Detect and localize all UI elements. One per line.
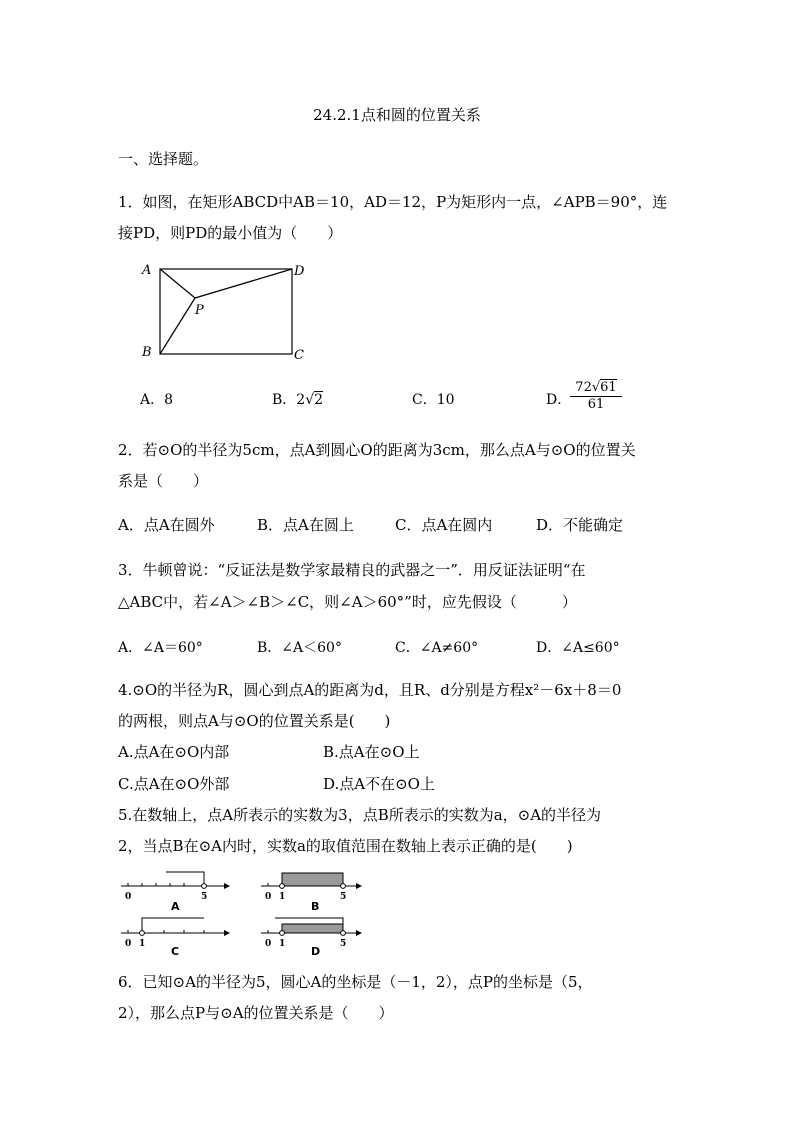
q2-option-c: C．点A在圆内 [395,516,493,534]
q4-line-2: 的两根，则点A与⊙O的位置关系是( ) [118,712,391,730]
section-heading: 一、选择题。 [118,150,209,168]
svg-text:0: 0 [265,939,272,949]
svg-text:5: 5 [340,892,347,902]
number-line-d [258,913,362,949]
q2-option-a: A．点A在圆外 [118,516,215,534]
q5-line-2: 2，当点B在⊙A内时，实数a的取值范围在数轴上表示正确的是( ) [118,837,573,855]
segment-bp [160,298,195,354]
q4-option-b: B.点A在⊙O上 [323,743,420,761]
q6-line-1: 6．已知⊙A的半径为5，圆心A的坐标是（－1，2），点P的坐标是（5， [118,973,593,991]
svg-text:0: 0 [125,892,132,902]
q1-option-c: C．10 [412,392,455,408]
q1-line-2: 接PD，则PD的最小值为（ ） [118,224,343,242]
number-line-c [118,913,230,949]
label-p: P [195,303,204,318]
q5-line-1: 5.在数轴上，点A所表示的实数为3，点B所表示的实数为a，⊙A的半径为 [118,806,602,824]
q3-line-2: △ABC中，若∠A＞∠B＞∠C，则∠A＞60°”时，应先假设（ ） [118,593,577,611]
number-line-a-label: A [171,900,180,913]
q3-line-1: 3．牛顿曾说：“反证法是数学家最精良的武器之一”．用反证法证明“在 [118,561,586,579]
q4-option-c: C.点A在⊙O外部 [118,775,230,793]
q3-option-d: D．∠A≤60° [536,640,620,656]
number-line-b-label: B [311,900,320,913]
svg-text:1: 1 [279,892,286,902]
q4-line-1: 4.⊙O的半径为R，圆心到点A的距离为d，且R、d分别是方程x²－6x＋8＝0 [118,681,622,699]
label-a: A [142,263,152,278]
segment-ap [160,269,195,298]
page-title: 24.2.1点和圆的位置关系 [313,106,481,124]
svg-text:0: 0 [265,892,272,902]
q1-option-b: B．2√2 [272,392,324,408]
rectangle-abcd [160,269,292,354]
q3-option-a: A．∠A＝60° [118,640,203,656]
q6-line-2: 2），那么点P与⊙A的位置关系是（ ） [118,1004,394,1022]
q4-option-a: A.点A在⊙O内部 [118,743,230,761]
q1-option-d-label: D． [546,392,572,408]
q1-rectangle-figure [136,258,316,368]
svg-text:1: 1 [279,939,286,949]
segment-pd [195,269,292,298]
q4-option-d: D.点A不在⊙O上 [323,775,435,793]
q2-line-2: 系是（ ） [118,472,209,490]
q1-option-a: A．8 [140,392,174,408]
q2-line-1: 2．若⊙O的半径为5cm，点A到圆心O的距离为3cm，那么点A与⊙O的位置关 [118,441,636,459]
svg-text:5: 5 [201,892,208,902]
q3-option-c: C．∠A≠60° [395,640,479,656]
label-b: B [142,345,152,360]
svg-text:0: 0 [125,939,132,949]
label-c: C [294,348,304,363]
q1-line-1: 1．如图，在矩形ABCD中AB＝10，AD＝12，P为矩形内一点，∠APB＝90°，连 [118,193,668,211]
q3-option-b: B．∠A＜60° [257,640,342,656]
svg-text:1: 1 [139,939,146,949]
q2-option-b: B．点A在圆上 [257,516,354,534]
q1-option-d-fraction: $\frac{72√61}{61}$ [570,380,622,412]
number-line-c-label: C [171,945,180,958]
number-line-b [258,866,362,906]
label-d: D [294,264,305,279]
svg-text:5: 5 [340,939,347,949]
q2-option-d: D．不能确定 [536,516,624,534]
number-line-d-label: D [311,945,321,958]
